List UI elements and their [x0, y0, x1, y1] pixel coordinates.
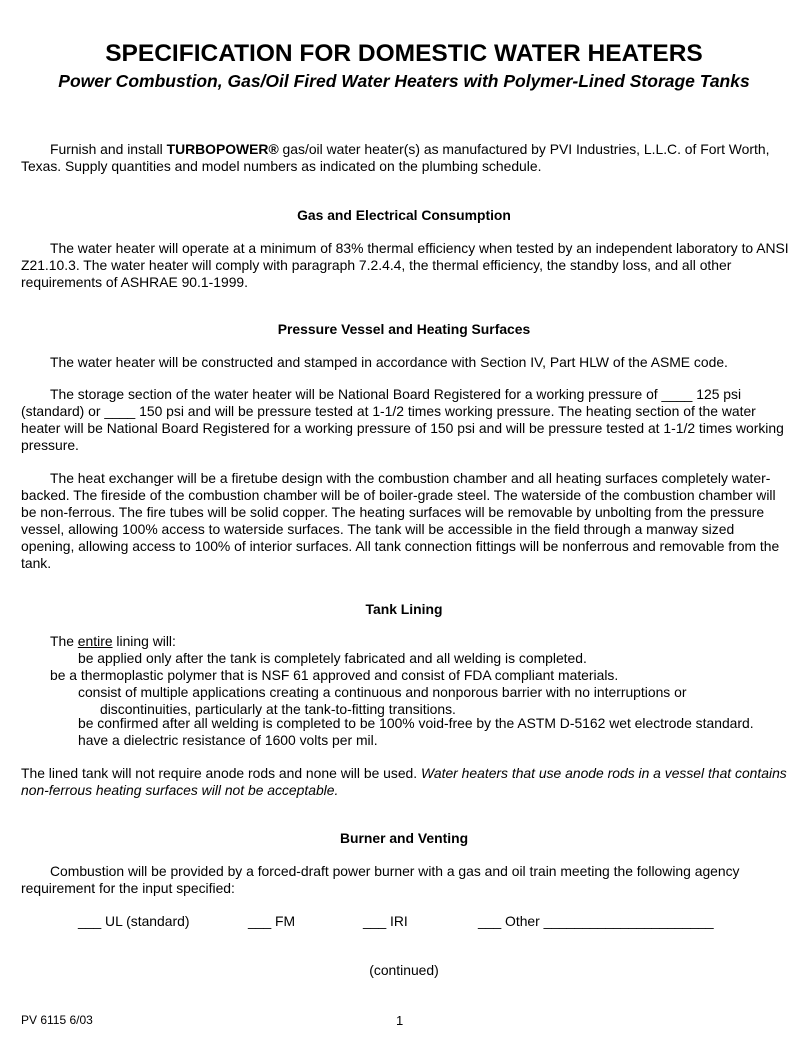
- lining-item: be a thermoplastic polymer that is NSF 61 approved and consist of FDA compliant materials.: [50, 667, 619, 683]
- lining-item: be applied only after the tank is completely fabricated and all welding is completed.: [78, 650, 587, 666]
- footer-page-number: 1: [396, 1013, 404, 1028]
- lining-item: consist of multiple applications creating a continuous and nonporous barrier with no interruptions or discontinuities, particularly at the tank-to-fitting transitions.: [78, 684, 687, 717]
- burner-paragraph: Combustion will be provided by a forced-draft power burner with a gas and oil train meeting the following agency requirement for the input specified:: [21, 863, 740, 896]
- continued-note: (continued): [369, 962, 439, 978]
- page-subtitle: Power Combustion, Gas/Oil Fired Water Heaters with Polymer-Lined Storage Tanks: [58, 71, 750, 91]
- option-ul: ___ UL (standard): [78, 913, 190, 929]
- intro-paragraph: Furnish and install TURBOPOWER® gas/oil water heater(s) as manufactured by PVI Industries, L.L.C. of Fort Worth, Texas. Supply quantities and model numbers as indicated on the plumbing schedule.: [21, 141, 770, 174]
- lining-item: be confirmed after all welding is completed to be 100% void-free by the ASTM D-5162 wet electrode standard.: [78, 715, 754, 731]
- pressure-paragraph-1: The water heater will be constructed and stamped in accordance with Section IV, Part HLW of the ASME code.: [50, 354, 728, 370]
- page-title: SPECIFICATION FOR DOMESTIC WATER HEATERS: [105, 40, 703, 67]
- heading-tank-lining: Tank Lining: [365, 601, 443, 617]
- gas-paragraph: The water heater will operate at a minimum of 83% thermal efficiency when tested by an independent laboratory to ANSI Z21.10.3. The water heater will comply with paragraph 7.2.4.4, the thermal efficiency, the standby loss, and all other requirements of ASHRAE 90.1-1999.: [21, 240, 789, 290]
- lining-intro: The entire lining will:: [50, 633, 176, 649]
- pressure-paragraph-2: The storage section of the water heater will be National Board Registered for a working pressure of ____ 125 psi (standard) or ____ 150 psi and will be pressure tested at 1-1/2 times working pressure. The heating section of the water heater will be National Board Registered for a working pressure of 150 psi and will be pressure tested at 1-1/2 times working pressure.: [21, 386, 784, 453]
- footer-doc-id: PV 6115 6/03: [21, 1013, 93, 1027]
- lining-closing: The lined tank will not require anode rods and none will be used. Water heaters that use anode rods in a vessel that contains non-ferrous heating surfaces will not be acceptable.: [21, 765, 787, 798]
- option-iri: ___ IRI: [363, 913, 408, 929]
- option-other: ___ Other ______________________: [478, 913, 714, 929]
- lining-closing-emphasis: Water heaters that use anode rods in a vessel that contains non-ferrous heating surfaces will not be acceptable.: [21, 765, 787, 798]
- pressure-paragraph-3: The heat exchanger will be a firetube design with the combustion chamber and all heating surfaces completely water-backed. The fireside of the combustion chamber will be of boiler-grade steel. The waterside of the combustion chamber will be non-ferrous. The fire tubes will be solid copper. The heating surfaces will be removable by unbolting from the pressure vessel, allowing 100% access to waterside surfaces. The tank will be accessible in the field through a manway sized opening, allowing access to 100% of interior surfaces. All tank connection fittings will be nonferrous and removable from the tank.: [21, 470, 780, 571]
- brand-name: TURBOPOWER®: [166, 141, 279, 157]
- option-fm: ___ FM: [248, 913, 296, 929]
- heading-burner-venting: Burner and Venting: [339, 830, 469, 846]
- heading-pressure-vessel: Pressure Vessel and Heating Surfaces: [277, 321, 531, 337]
- lining-item: have a dielectric resistance of 1600 volts per mil.: [78, 732, 378, 748]
- heading-gas-electrical: Gas and Electrical Consumption: [297, 207, 511, 223]
